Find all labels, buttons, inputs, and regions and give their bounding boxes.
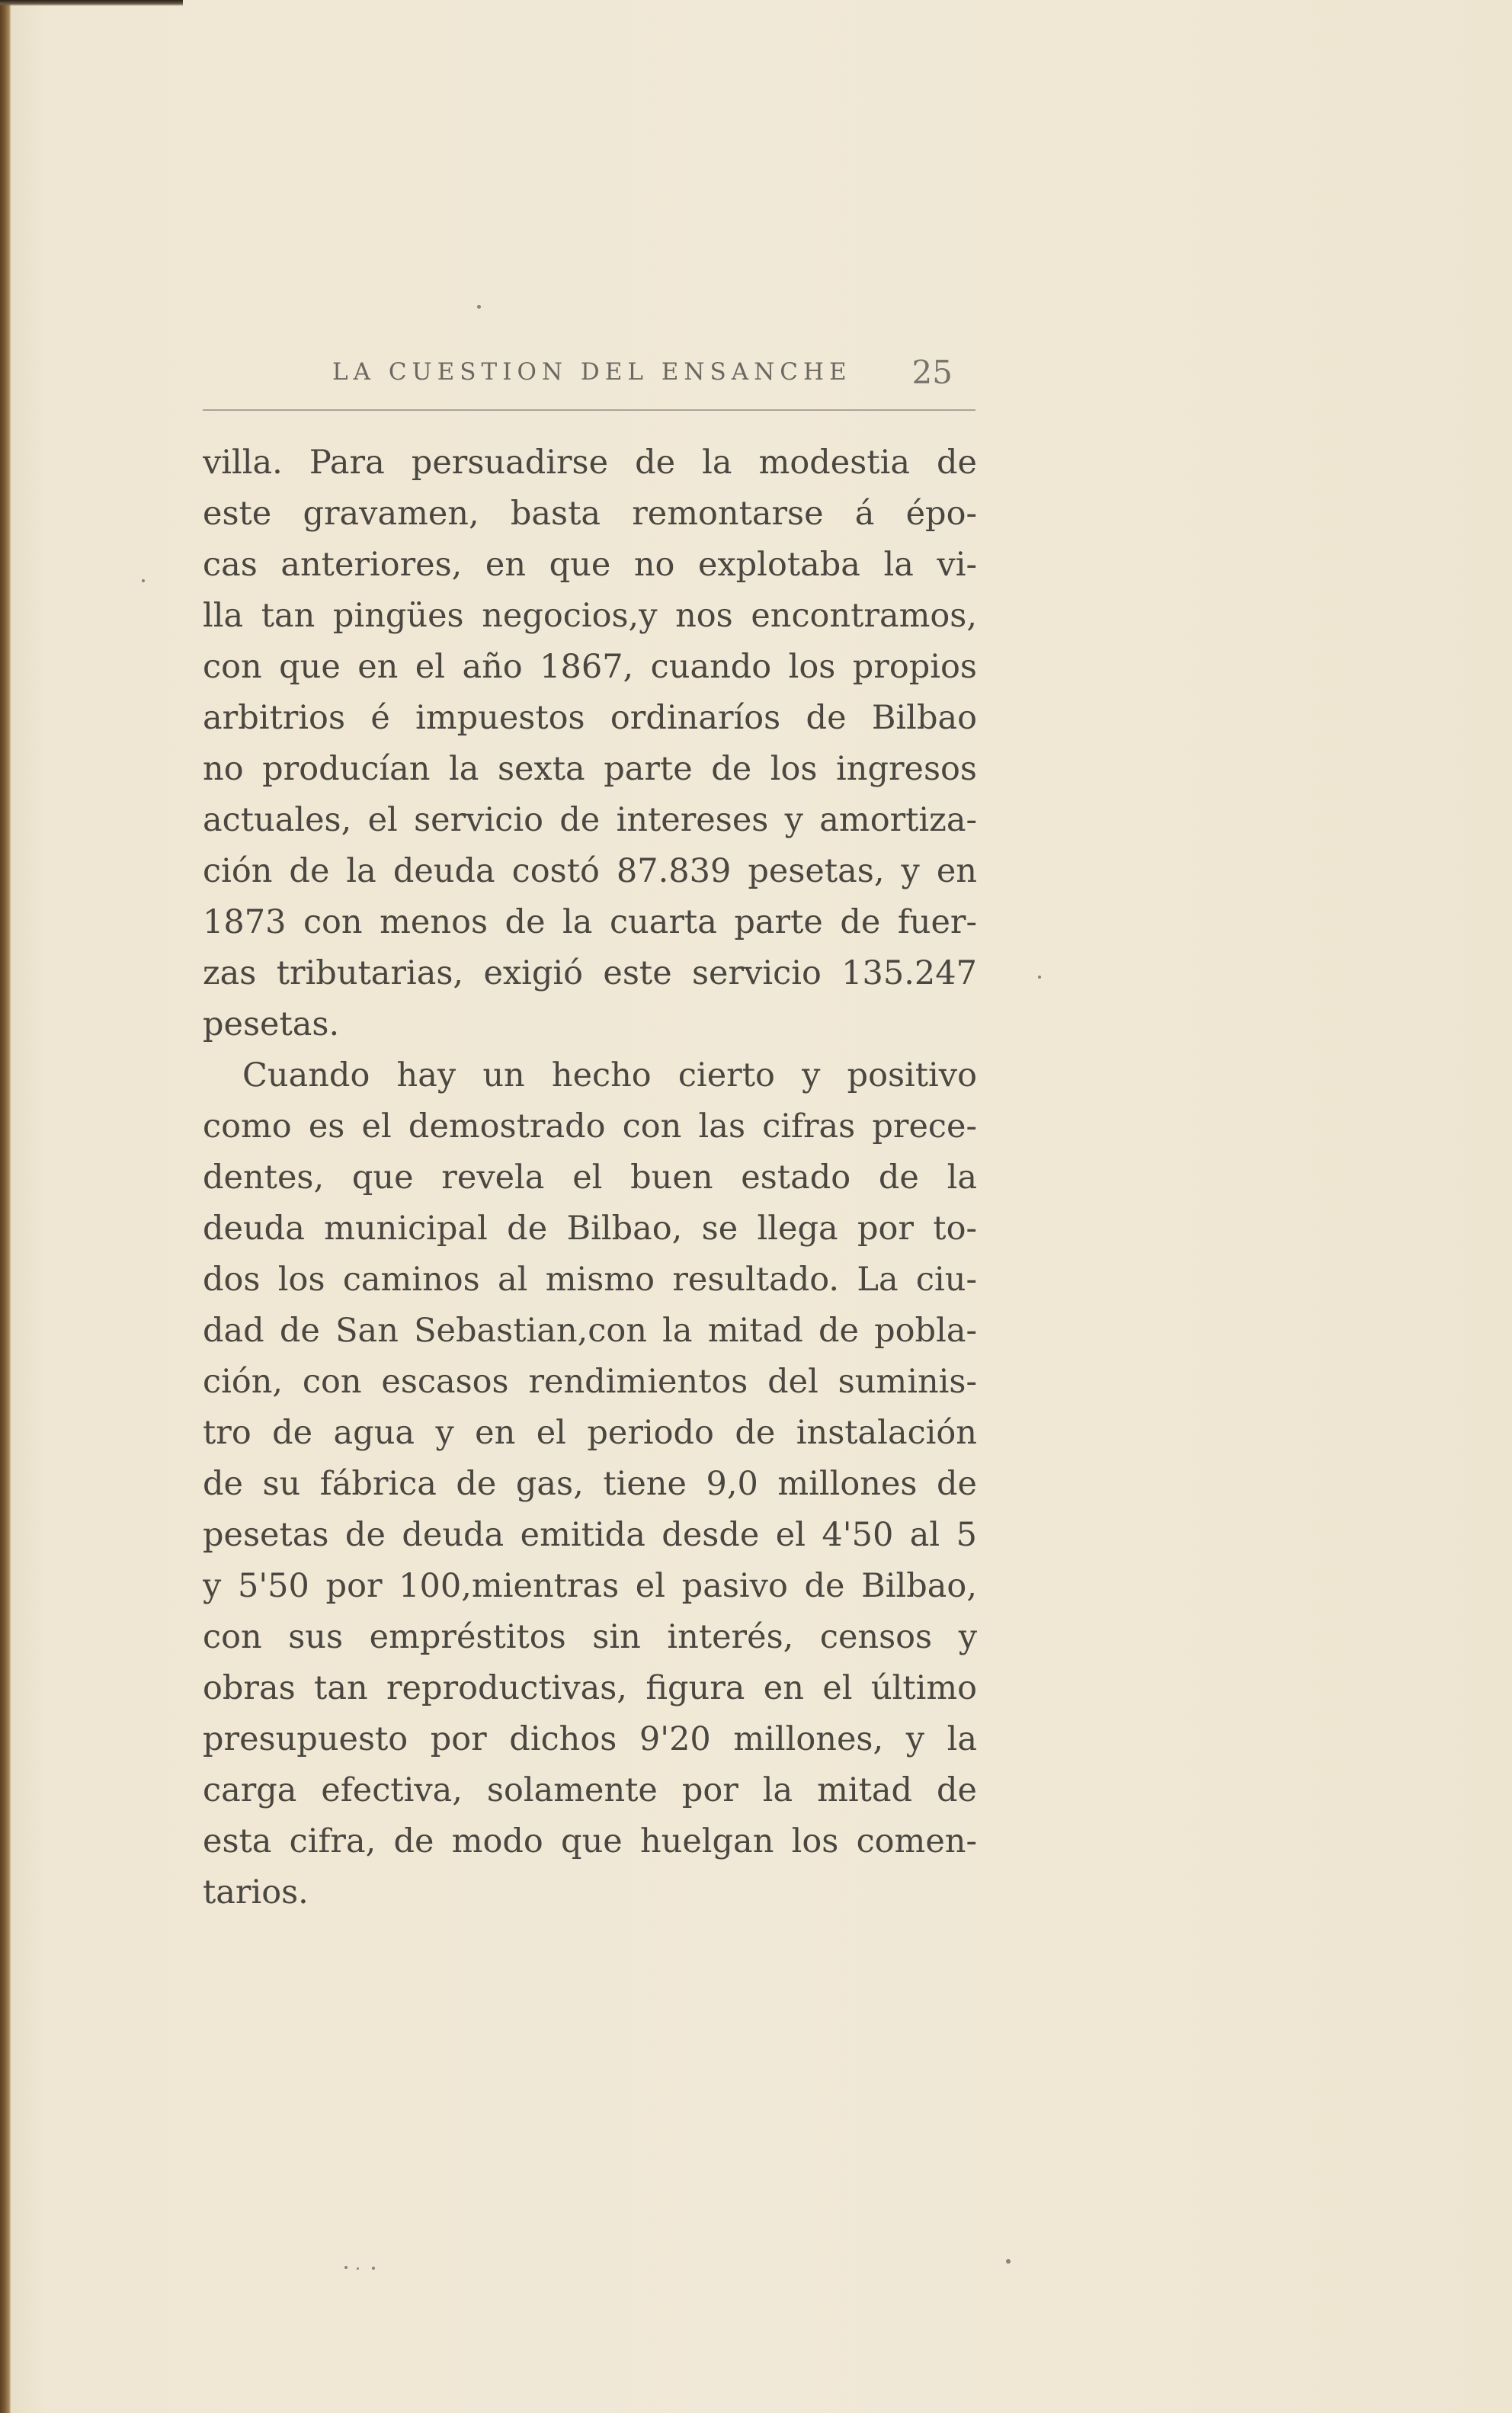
text-line: de su fábrica de gas, tiene 9,0 millones de xyxy=(203,1465,977,1503)
text-line: deuda municipal de Bilbao, se llega por to- xyxy=(203,1210,977,1248)
paper-speck xyxy=(344,2266,348,2269)
text-line: ción de la deuda costó 87.839 pesetas, y en xyxy=(203,852,977,890)
text-line: no producían la sexta parte de los ingresos xyxy=(203,750,977,788)
paragraph xyxy=(203,1050,977,1918)
text-line: esta cifra, de modo que huelgan los comen- xyxy=(203,1822,977,1860)
text-line: tarios. xyxy=(203,1873,309,1911)
text-line: zas tributarias, exigió este servicio 135.247 xyxy=(203,954,977,992)
header-rule xyxy=(203,409,975,411)
text-line: dentes, que revela el buen estado de la xyxy=(203,1158,977,1197)
paper-speck xyxy=(477,305,481,309)
paper-speck xyxy=(1038,976,1041,979)
binding-edge xyxy=(0,0,11,2413)
text-line: actuales, el servicio de intereses y amortiza- xyxy=(203,801,977,839)
text-line: obras tan reproductivas, figura en el último xyxy=(203,1669,977,1707)
running-title: LA CUESTION DEL ENSANCHE xyxy=(332,358,852,386)
text-line: cas anteriores, en que no explotaba la vi- xyxy=(203,546,977,584)
text-line: tro de agua y en el periodo de instalación xyxy=(203,1414,977,1452)
page-header xyxy=(203,352,975,404)
text-line: lla tan pingües negocios,y nos encontramos, xyxy=(203,597,977,635)
body-text xyxy=(203,437,977,1918)
text-line: pesetas. xyxy=(203,1005,340,1043)
paper-speck xyxy=(1006,2259,1011,2264)
text-line: como es el demostrado con las cifras prece- xyxy=(203,1107,977,1146)
text-line: con que en el año 1867, cuando los propios xyxy=(203,648,977,686)
page-top-edge xyxy=(0,0,183,6)
text-line: pesetas de deuda emitida desde el 4'50 al 5 xyxy=(203,1516,977,1554)
paper-speck xyxy=(357,2267,359,2270)
text-line: carga efectiva, solamente por la mitad de xyxy=(203,1771,977,1809)
text-line: este gravamen, basta remontarse á épo- xyxy=(203,495,977,533)
text-line: dad de San Sebastian,con la mitad de pobla- xyxy=(203,1312,977,1350)
paper-speck xyxy=(372,2267,375,2270)
text-line: presupuesto por dichos 9'20 millones, y la xyxy=(203,1720,977,1758)
text-line: arbitrios é impuestos ordinaríos de Bilbao xyxy=(203,699,977,737)
text-line: villa. Para persuadirse de la modestia de xyxy=(203,444,977,482)
text-line: 1873 con menos de la cuarta parte de fuer- xyxy=(203,903,977,941)
text-line: ción, con escasos rendimientos del suminis- xyxy=(203,1363,977,1401)
text-line: con sus empréstitos sin interés, censos y xyxy=(203,1618,977,1656)
paragraph xyxy=(203,437,977,1050)
text-line: Cuando hay un hecho cierto y positivo xyxy=(242,1056,977,1094)
text-line: dos los caminos al mismo resultado. La ciu- xyxy=(203,1261,977,1299)
page-number: 25 xyxy=(911,354,953,391)
text-line: y 5'50 por 100,mientras el pasivo de Bilbao, xyxy=(203,1567,977,1605)
paper-speck xyxy=(142,579,145,582)
